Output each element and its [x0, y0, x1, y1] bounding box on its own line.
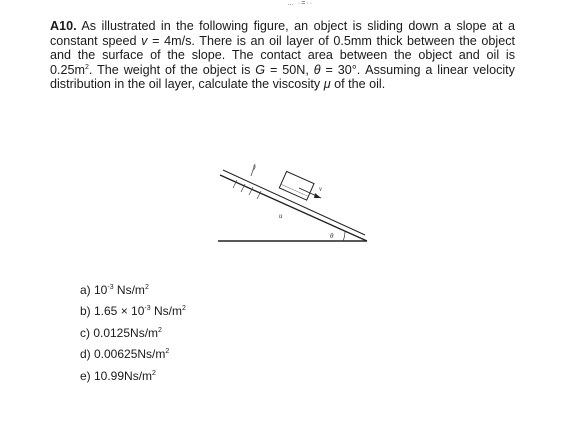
page-header-fragment: … ·=··	[287, 0, 314, 7]
option-text: e) 10.99Ns/m	[80, 368, 153, 383]
option-unit: Ns/m	[150, 304, 182, 319]
label-angle: θ	[330, 232, 334, 240]
speed-symbol: v	[141, 33, 148, 48]
label-v: v	[319, 185, 323, 193]
question-text-part: = 30°. Assuming a linear velocity distribution in the oil layer, calculate the viscosity	[50, 62, 515, 92]
question-text-part: . The weight of the object is	[88, 62, 256, 77]
option-exponent: -3	[107, 284, 114, 291]
question-text-part: of the oil.	[330, 77, 386, 92]
option-text: b) 1.65 × 10	[80, 304, 145, 319]
viscosity-symbol: μ	[323, 77, 331, 92]
option-exponent: 2	[158, 326, 162, 334]
option-e[interactable]	[80, 366, 186, 387]
question-text-part: = 4m/s. There is an oil layer of 0.5mm thick between the object and the surface of the slope. The contact area between the object and oil is 0.25m	[50, 33, 515, 77]
option-text: c) 0.0125Ns/m	[80, 325, 159, 340]
slope-figure	[215, 158, 375, 253]
option-exponent: -3	[144, 305, 151, 313]
area-exponent: 2	[85, 63, 89, 71]
question-id: A10.	[50, 19, 77, 33]
option-unit-exponent: 2	[144, 284, 149, 291]
option-d[interactable]	[80, 344, 186, 365]
option-unit-exponent: 2	[181, 305, 186, 313]
label-y: y	[253, 163, 257, 171]
answer-options	[80, 280, 186, 387]
option-text: d) 0.00625Ns/m	[80, 347, 166, 362]
question-text-part: As illustrated in the following figure, an object is sliding down a slope at a constant speed	[50, 19, 515, 48]
option-b[interactable]	[80, 301, 186, 322]
question-text	[50, 19, 515, 92]
option-exponent: 2	[165, 348, 170, 356]
label-u: u	[279, 212, 283, 220]
weight-symbol: G	[255, 62, 266, 77]
option-exponent: 2	[152, 369, 156, 377]
option-unit: Ns/m	[113, 283, 145, 297]
option-a[interactable]	[80, 280, 186, 301]
angle-symbol: θ	[313, 62, 321, 77]
sliding-object	[279, 171, 314, 200]
question-text-part: = 50N,	[265, 62, 314, 77]
option-text: a) 10	[80, 283, 108, 297]
option-c[interactable]	[80, 323, 186, 344]
angle-arc	[343, 231, 345, 241]
